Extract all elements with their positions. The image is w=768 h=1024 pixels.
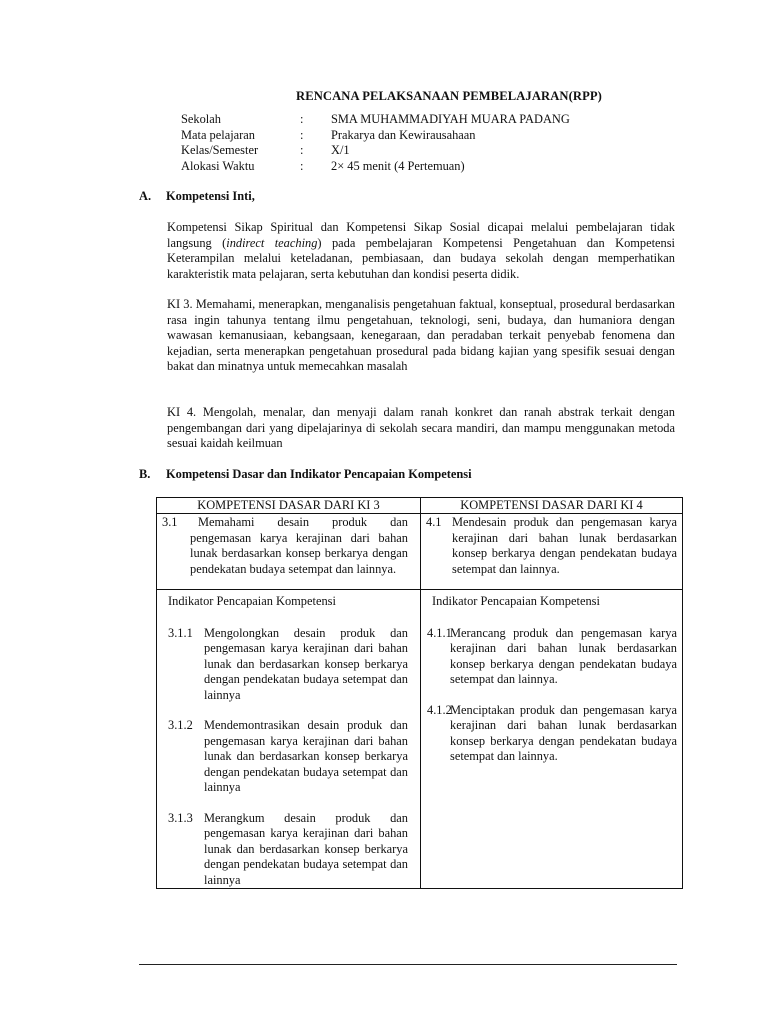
meta-row-subject: [181, 128, 631, 144]
meta-colon: :: [300, 112, 304, 126]
indicator-text: Merangkum desain produk dan pengemasan karya kerajinan dari bahan lunak dan berdasarkan konsep berkarya dengan pendekatan budaya setempat dan lainnya: [204, 810, 408, 887]
indicator-number: 4.1.1: [427, 625, 452, 640]
indicator-item: [168, 811, 408, 889]
competency-table: [156, 497, 683, 889]
meta-label: Kelas/Semester: [181, 143, 259, 157]
identity-block: [181, 112, 631, 174]
indicator-text: [450, 626, 677, 688]
section-number: A.: [139, 189, 152, 203]
meta-value: 2× 45 menit (4 Pertemuan): [331, 158, 465, 173]
table-row-indicators: [157, 590, 683, 889]
kd3-item: [162, 515, 408, 577]
indicator-text: Mengolongkan desain produk dan pengemasan karya kerajinan dari bahan lunak dan berdasarkan konsep berkarya dengan pendekatan budaya setempat dan lainnya: [204, 625, 408, 702]
indicator-text: Menciptakan produk dan pengemasan karya kerajinan dari bahan lunak berdasarkan konsep berkarya dengan pendekatan budaya setempat dan lainnya.: [450, 702, 677, 763]
footer-divider: [139, 964, 677, 965]
meta-value: Prakarya dan Kewirausahaan: [331, 127, 476, 142]
kd4-cell: [421, 514, 683, 590]
ki4-paragraph: KI 4. Mengolah, menalar, dan menyaji dalam ranah konkret dan ranah abstrak terkait dengan pengembangan dari yang dipelajarinya di sekolah secara mandiri, dan mampu menggunakan metoda sesuai kaidah keilmuan: [167, 405, 675, 450]
meta-row-time: [181, 159, 631, 175]
indicator-number: 3.1.1: [168, 625, 193, 640]
meta-colon: :: [300, 143, 304, 157]
meta-label: Sekolah: [181, 112, 221, 126]
section-number: B.: [139, 467, 151, 481]
meta-colon: :: [300, 158, 304, 173]
table-row-kd: [157, 514, 683, 590]
section-title: Kompetensi Inti,: [166, 189, 255, 203]
meta-label: Alokasi Waktu: [181, 158, 255, 173]
indicator-item: [168, 718, 408, 796]
table-header-row: [157, 498, 683, 514]
indicator-number: 3.1.3: [168, 810, 193, 825]
section-b-heading: [139, 467, 472, 483]
meta-row-school: [181, 112, 631, 128]
indicator-number: 4.1.2: [427, 702, 452, 717]
intro-text-italic: indirect teaching: [226, 235, 318, 250]
meta-value: X/1: [331, 143, 350, 157]
indicator-item: [427, 626, 677, 688]
intro-text-end: ) pada pembelajaran Kompetensi Pengetahuan dan Kompetensi Keterampilan melalui keteladanan, pembiasaan, dan budaya sekolah dengan memperhatikan karakteristik mata pelajaran, serta kebutuhan dan kondisi peserta didik.: [167, 235, 676, 281]
ki-intro-paragraph: [167, 220, 675, 282]
indicators-right-cell: [421, 590, 683, 889]
indicator-text: Mendemontrasikan desain produk dan pengemasan karya kerajinan dari bahan lunak dan berdasarkan konsep berkarya dengan pendekatan budaya setempat dan lainnya: [204, 718, 408, 794]
kd3-cell: [157, 514, 421, 590]
indicator-text-content: Merancang produk dan pengemasan karya kerajinan dari bahan lunak berdasarkan konsep berkarya dengan pendekatan budaya setempat dan lainnya.: [450, 625, 677, 686]
indicator-number: 3.1.2: [168, 718, 193, 732]
meta-value: SMA MUHAMMADIYAH MUARA PADANG: [331, 112, 570, 126]
ki3-paragraph: KI 3. Memahami, menerapkan, menganalisis pengetahuan faktual, konseptual, prosedural berdasarkan rasa ingin tahunya tentang ilmu pengetahuan, teknologi, seni, budaya, dan humaniora dengan wawasan kemanusiaan, kebangsaan, kenegaraan, dan peradaban terkait penyebab fenomena dan kejadian, serta menerapkan pengetahuan prosedural pada bidang kajian yang spesifik sesuai dengan bakat dan minatnya untuk memecahkan masalah: [167, 297, 675, 373]
meta-row-class: [181, 143, 631, 159]
section-title: Kompetensi Dasar dan Indikator Pencapaian Kompetensi: [166, 467, 472, 481]
indicator-item: [168, 626, 408, 704]
intro-text-start: Kompetensi Sikap Spiritual dan Kompetensi Sikap Sosial dicapai melalui pembelajaran tidak langsung (: [167, 220, 675, 250]
indicator-heading-right: Indikator Pencapaian Kompetensi: [432, 594, 600, 608]
indicator-heading-left: Indikator Pencapaian Kompetensi: [168, 594, 336, 608]
meta-label: Mata pelajaran: [181, 127, 255, 142]
kd3-text: Memahami desain produk dan pengemasan karya kerajinan dari bahan lunak berdasarkan konsep berkarya dengan pendekatan budaya setempat dan lainnya.: [190, 515, 408, 576]
meta-colon: :: [300, 127, 304, 142]
section-a-heading: [139, 189, 255, 205]
indicator-item: [427, 703, 677, 765]
document-title: RENCANA PELAKSANAAN PEMBELAJARAN(RPP): [296, 89, 602, 103]
kd4-text: Mendesain produk dan pengemasan karya kerajinan dari bahan lunak berdasarkan konsep berkarya dengan pendekatan budaya setempat dan lainnya.: [452, 515, 677, 576]
kd4-number: 4.1: [426, 515, 442, 529]
kd4-item: [426, 515, 677, 577]
kd3-number: 3.1: [162, 515, 178, 529]
indicators-left-cell: [157, 590, 421, 889]
table-header-ki3: KOMPETENSI DASAR DARI KI 3: [157, 498, 421, 514]
table-header-ki4: KOMPETENSI DASAR DARI KI 4: [421, 498, 683, 514]
